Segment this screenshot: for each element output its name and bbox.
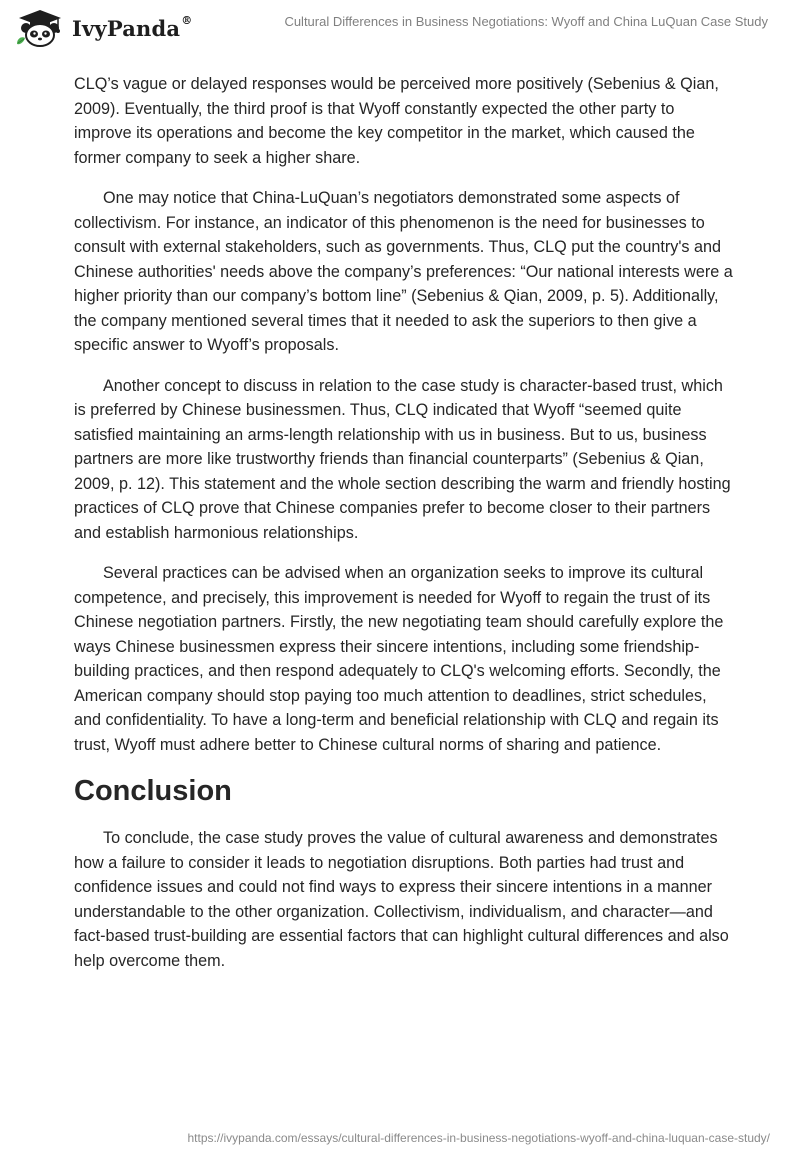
panda-graduate-icon (14, 8, 66, 48)
conclusion-heading: Conclusion (74, 775, 232, 807)
body-paragraph-2: One may notice that China-LuQuan’s negotiators demonstrated some aspects of collectivism. For instance, an indicator of this phenomenon is the need for businesses to consult with external stakeholders, such as governments. Thus, CLQ put the country's and Chinese authorities' needs above the company’s preferences: “Our national interests were a higher priority than our company’s bottom line” (Sebenius & Qian, 2009, p. 5). Additionally, the company mentioned several times that it needed to ask the superiors to then give a specific answer to Wyoff’s proposals. (74, 189, 733, 354)
conclusion-paragraph: To conclude, the case study proves the value of cultural awareness and demonstrates how a failure to consider it leads to negotiation disruptions. Both parties had trust and confidence issues and could not find ways to express their sincere intentions in a manner understandable to the other organization. Collectivism, individualism, and character—and fact-based trust-building are essential factors that can highlight cultural differences and also help overcome them. (74, 829, 729, 970)
body-paragraph-1: CLQ’s vague or delayed responses would be perceived more positively (Sebenius & Qian, 2009). Eventually, the third proof is that Wyoff constantly expected the other party to improve its operations and become the key competitor in the market, which caused the former company to seek a higher share. (74, 75, 719, 167)
body-paragraph-3: Another concept to discuss in relation to the case study is character-based trust, which is preferred by Chinese businessmen. Thus, CLQ indicated that Wyoff “seemed quite satisfied maintaining an arms-length relationship with us in business. But to us, business partners are more like trustworthy friends than financial counterparts” (Sebenius & Qian, 2009, p. 12). This statement and the whole section describing the warm and friendly hosting practices of CLQ prove that Chinese companies prefer to become closer to their partners and establish harmonious relationships. (74, 376, 731, 542)
page-header (0, 0, 800, 64)
essay-body (74, 72, 734, 989)
brand-name: IvyPanda® (72, 13, 193, 41)
ivypanda-logo[interactable] (14, 8, 192, 48)
source-url[interactable]: https://ivypanda.com/essays/cultural-differences-in-business-negotiations-wyoff-and-china-luquan-case-study/ (187, 1131, 770, 1145)
registered-mark: ® (181, 13, 193, 27)
body-paragraph-4: Several practices can be advised when an organization seeks to improve its cultural competence, and precisely, this improvement is needed for Wyoff to regain the trust of its Chinese negotiation partners. Firstly, the new negotiating team should carefully explore the ways Chinese businessmen express their sincere intentions, including some friendship-building practices, and then respond adequately to CLQ's welcoming efforts. Secondly, the American company should stop paying too much attention to deadlines, strict schedules, and confidentiality. To have a long-term and beneficial relationship with CLQ and regain its trust, Wyoff must adhere better to Chinese cultural norms of sharing and patience. (74, 564, 724, 754)
header-document-title: Cultural Differences in Business Negotiations: Wyoff and China LuQuan Case Study (284, 14, 768, 29)
